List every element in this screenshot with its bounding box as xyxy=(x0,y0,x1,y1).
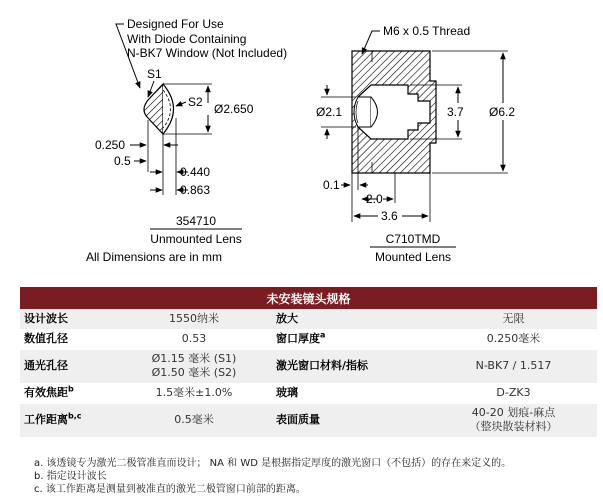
table-row xyxy=(20,403,597,437)
surface-s2-label: S2 xyxy=(188,95,203,109)
footnote-marker: b,c xyxy=(68,411,82,421)
footnote-marker: a xyxy=(320,330,326,340)
mounted-lens-drawing xyxy=(316,24,515,264)
row-label-cell xyxy=(20,383,118,403)
row-label: 有效焦距 xyxy=(24,386,68,399)
row-label: 激光窗口材料/指标 xyxy=(270,349,430,383)
unmounted-lens-body xyxy=(144,84,163,134)
row-value: 0.5毫米 xyxy=(118,403,270,437)
row-label: 玻璃 xyxy=(270,383,430,403)
row-value: N-BK7 / 1.517 xyxy=(430,349,597,383)
row-value-cell xyxy=(118,349,270,383)
row-value: Ø1.15 毫米 (S1) xyxy=(151,352,237,365)
units-note: All Dimensions are in mm xyxy=(86,250,223,264)
footnote-marker: b xyxy=(68,384,74,394)
row-label: 设计波长 xyxy=(20,309,118,329)
mounted-lens-element xyxy=(354,97,371,127)
dim-05-label: 0.5 xyxy=(114,154,131,168)
unmounted-diameter-label: Ø2.650 xyxy=(214,102,254,116)
dim-0250-label: 0.250 xyxy=(95,138,126,152)
row-label: 放大 xyxy=(270,309,430,329)
footnote-a: a. 该透镜专为激光二极管准直而设计； NA 和 WD 是根据指定厚度的激光窗口（不包括）的存在来定义的。 xyxy=(34,458,512,469)
footnote-c: c. 该工作距离是测量到被准直的激光二极管窗口前部的距离。 xyxy=(34,484,306,495)
dim-0863-label: 0.863 xyxy=(180,183,211,197)
row-label: 数值孔径 xyxy=(20,329,118,349)
table-row xyxy=(20,349,597,383)
row-value: 0.250毫米 xyxy=(430,329,597,349)
surface-s1-label: S1 xyxy=(147,67,162,81)
unmounted-caption: Unmounted Lens xyxy=(150,232,242,246)
table-row xyxy=(20,309,597,329)
footnotes xyxy=(34,457,511,496)
row-value: D-ZK3 xyxy=(430,383,597,403)
row-label: 通光孔径 xyxy=(20,349,118,383)
unmounted-part-number: 354710 xyxy=(175,214,217,228)
mounted-part-number: C710TMD xyxy=(385,232,441,246)
row-value: 40-20 划痕-麻点 xyxy=(471,406,556,419)
row-label: 窗口厚度 xyxy=(276,332,320,345)
dim-0440-label: 0.440 xyxy=(180,165,211,179)
row-value: 0.53 xyxy=(118,329,270,349)
table-row xyxy=(20,329,597,349)
spec-table xyxy=(20,287,597,438)
mounted-outer-diameter-label: Ø6.2 xyxy=(489,105,516,119)
unmounted-note-line1: Designed For Use xyxy=(127,17,224,31)
row-value: （整块散装材料） xyxy=(469,420,558,433)
row-label-cell xyxy=(20,403,118,437)
thread-label: M6 x 0.5 Thread xyxy=(383,24,471,38)
dim-37-label: 3.7 xyxy=(447,105,464,119)
dim-36-label: 3.6 xyxy=(381,209,398,223)
row-value: Ø1.50 毫米 (S2) xyxy=(151,366,237,379)
dim-20-label: 2.0 xyxy=(366,192,383,206)
table-row xyxy=(20,383,597,403)
row-label-cell xyxy=(270,329,430,349)
row-label: 工作距离 xyxy=(24,413,68,426)
row-label: 表面质量 xyxy=(270,403,430,437)
dim-01-label: 0.1 xyxy=(323,178,340,192)
mounted-caption: Mounted Lens xyxy=(374,250,452,264)
mounted-aperture-label: Ø2.1 xyxy=(316,105,343,119)
row-value: 1.5毫米±1.0% xyxy=(118,383,270,403)
unmounted-note-line2: With Diode Containing xyxy=(127,32,247,46)
footnote-b: b. 指定设计波长 xyxy=(34,471,107,482)
unmounted-note-line3: N-BK7 Window (Not Included) xyxy=(127,46,288,60)
row-value: 无限 xyxy=(430,309,597,329)
row-value: 1550纳米 xyxy=(118,309,270,329)
unmounted-lens-drawing xyxy=(86,17,287,264)
row-value-cell xyxy=(430,403,597,437)
spec-table-title: 未安装镜头规格 xyxy=(20,287,597,309)
